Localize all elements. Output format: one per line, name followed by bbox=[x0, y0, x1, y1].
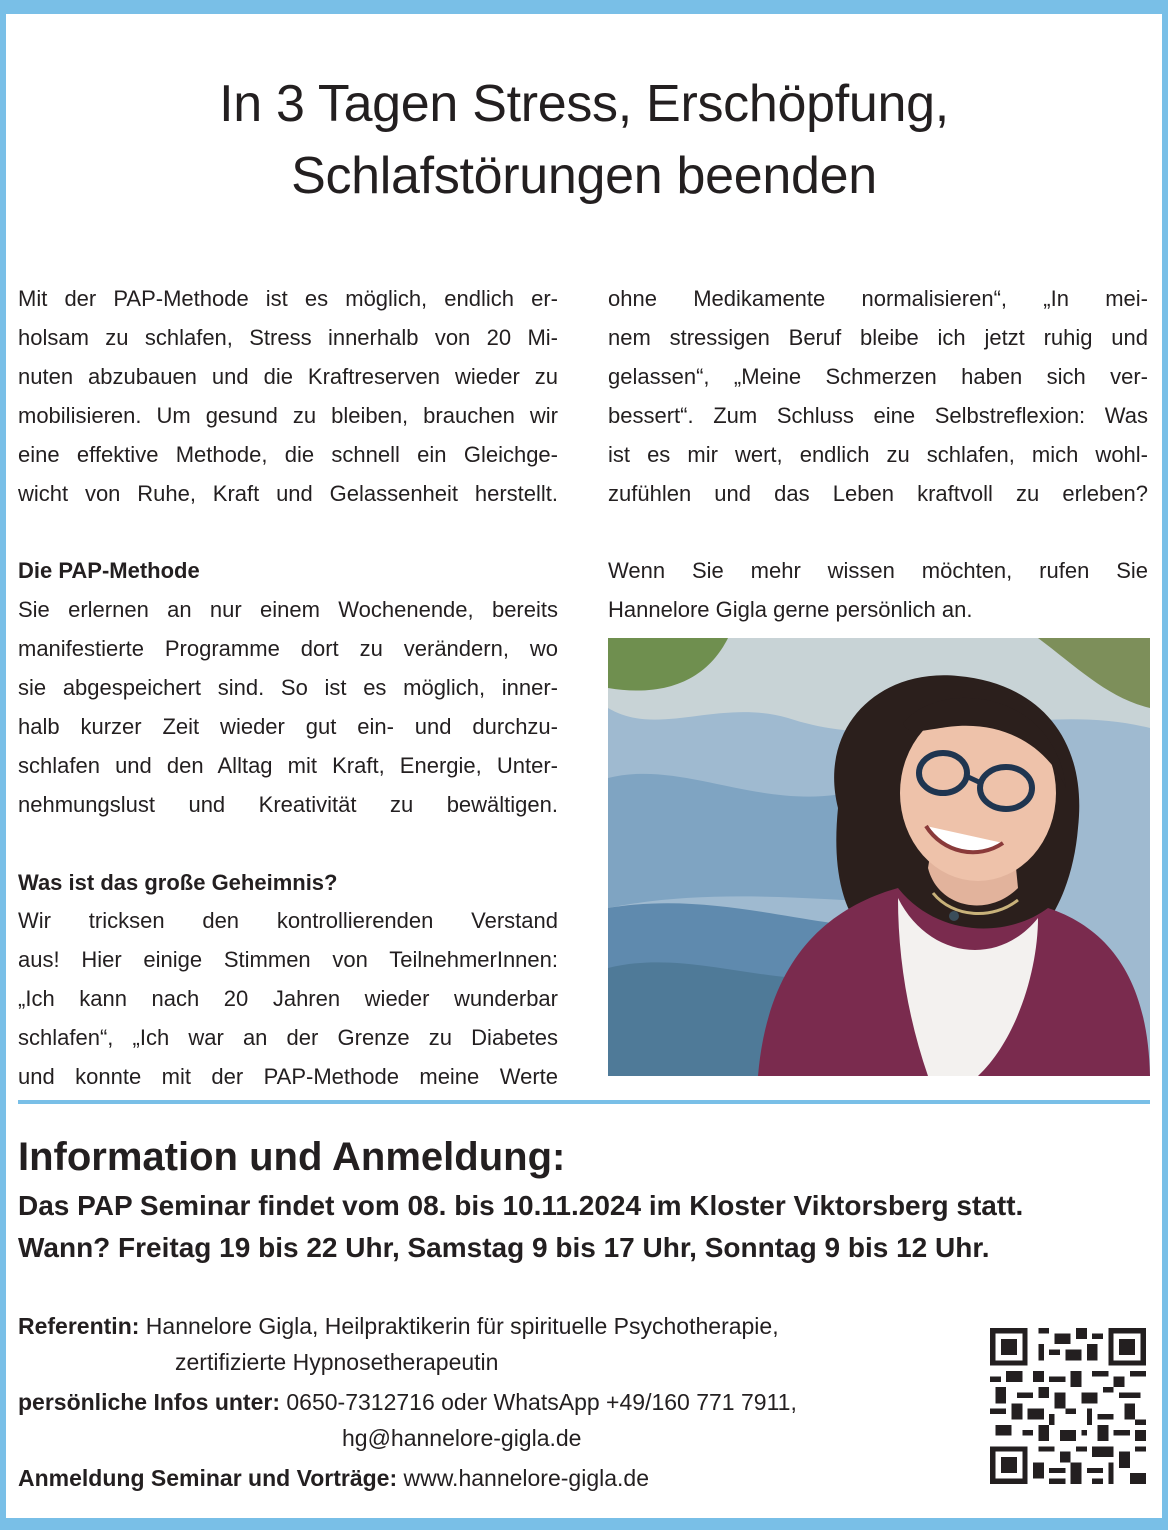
headline bbox=[60, 68, 1108, 212]
text-line: sie abgespeichert sind. So ist es möglich, inner- bbox=[18, 675, 558, 701]
right-column bbox=[608, 280, 1148, 630]
registration-label: Anmeldung Seminar und Vorträge: bbox=[18, 1465, 398, 1491]
info-label: persönliche Infos unter: bbox=[18, 1389, 280, 1415]
section-divider bbox=[18, 1100, 1150, 1104]
section-title-geheimnis: Was ist das große Geheimnis? bbox=[18, 869, 338, 895]
intro-paragraph bbox=[18, 280, 558, 513]
text-line: gelassen“, „Meine Schmerzen haben sich ver- bbox=[608, 363, 1148, 389]
text-line: eine effektive Methode, die schnell ein Gleichge- bbox=[18, 441, 558, 467]
email-link[interactable]: hg@hannelore-gigla.de bbox=[342, 1425, 582, 1451]
text-line: ohne Medikamente normalisieren“, „In mei- bbox=[608, 286, 1148, 311]
text-line: Wir tricksen den kontrollierenden Verstand bbox=[18, 908, 558, 934]
text-line: bessert“. Zum Schluss eine Selbstreflexion: Was bbox=[608, 402, 1148, 428]
info-contact-line bbox=[18, 1384, 797, 1420]
text-line: Hannelore Gigla gerne persönlich an. bbox=[608, 597, 973, 623]
text-line: schlafen und den Alltag mit Kraft, Energie, Unter- bbox=[18, 752, 558, 778]
headline-line-1: In 3 Tagen Stress, Erschöpfung, bbox=[219, 75, 949, 133]
text-line: wicht von Ruhe, Kraft und Gelassenheit herstellt. bbox=[18, 480, 558, 506]
frame-bottom-border bbox=[0, 1518, 1168, 1530]
text-line: holsam zu schlafen, Stress innerhalb von 20 Mi- bbox=[18, 324, 558, 350]
text-line: schlafen“, „Ich war an der Grenze zu Diabetes bbox=[18, 1025, 558, 1051]
text-line: manifestierte Programme dort zu verändern, wo bbox=[18, 636, 558, 662]
text-line: „Ich kann nach 20 Jahren wieder wunderbar bbox=[18, 986, 558, 1012]
pap-method-paragraph bbox=[18, 591, 558, 824]
text-line: und konnte mit der PAP-Methode meine Werte bbox=[18, 1064, 558, 1090]
speaker-value: Hannelore Gigla, Heilpraktikerin für spirituelle Psychotherapie, bbox=[145, 1313, 779, 1339]
text-line: halb kurzer Zeit wieder gut ein- und durchzu- bbox=[18, 713, 558, 739]
seminar-times-line: Wann? Freitag 19 bis 22 Uhr, Samstag 9 bis 17 Uhr, Sonntag 9 bis 12 Uhr. bbox=[18, 1232, 990, 1263]
speaker-label: Referentin: bbox=[18, 1313, 140, 1339]
geheimnis-paragraph bbox=[18, 902, 558, 1097]
portrait-photo bbox=[608, 638, 1150, 1076]
section-title-pap-methode: Die PAP-Methode bbox=[18, 558, 200, 584]
text-line: Wenn Sie mehr wissen möchten, rufen Sie bbox=[608, 558, 1148, 584]
left-column bbox=[18, 280, 558, 1097]
seminar-date-line: Das PAP Seminar findet vom 08. bis 10.11.2024 im Kloster Viktorsberg statt. bbox=[18, 1190, 1024, 1221]
phone-numbers: 0650-7312716 oder WhatsApp +49/160 771 7911, bbox=[286, 1389, 797, 1415]
text-line: ist es mir wert, endlich zu schlafen, mich wohl- bbox=[608, 441, 1148, 467]
text-line: nehmungslust und Kreativität zu bewältigen. bbox=[18, 791, 558, 817]
info-title: Information und Anmeldung: bbox=[18, 1135, 566, 1179]
headline-line-2: Schlafstörungen beenden bbox=[291, 147, 877, 205]
text-line: aus! Hier einige Stimmen von TeilnehmerInnen: bbox=[18, 947, 558, 973]
registration-line bbox=[18, 1460, 649, 1496]
call-paragraph bbox=[608, 552, 1148, 630]
speaker-line bbox=[18, 1308, 779, 1344]
text-line: Sie erlernen an nur einem Wochenende, bereits bbox=[18, 597, 558, 623]
text-line: nem stressigen Beruf bleibe ich jetzt ruhig und bbox=[608, 324, 1148, 350]
text-line: Mit der PAP-Methode ist es möglich, endlich er- bbox=[18, 286, 558, 311]
text-line: zufühlen und das Leben kraftvoll zu erleben? bbox=[608, 480, 1148, 506]
testimonials-paragraph bbox=[608, 280, 1148, 513]
website-link[interactable]: www.hannelore-gigla.de bbox=[403, 1465, 649, 1491]
text-line: mobilisieren. Um gesund zu bleiben, brauchen wir bbox=[18, 402, 558, 428]
speaker-value-line-2: zertifizierte Hypnosetherapeutin bbox=[175, 1349, 499, 1375]
frame-right-border bbox=[1162, 0, 1168, 1530]
text-line: nuten abzubauen und die Kraftreserven wieder zu bbox=[18, 363, 558, 389]
frame-top-border bbox=[0, 0, 1168, 14]
qr-code-icon[interactable] bbox=[990, 1328, 1146, 1484]
portrait-illustration bbox=[608, 638, 1150, 1076]
frame-left-border bbox=[0, 0, 6, 1530]
